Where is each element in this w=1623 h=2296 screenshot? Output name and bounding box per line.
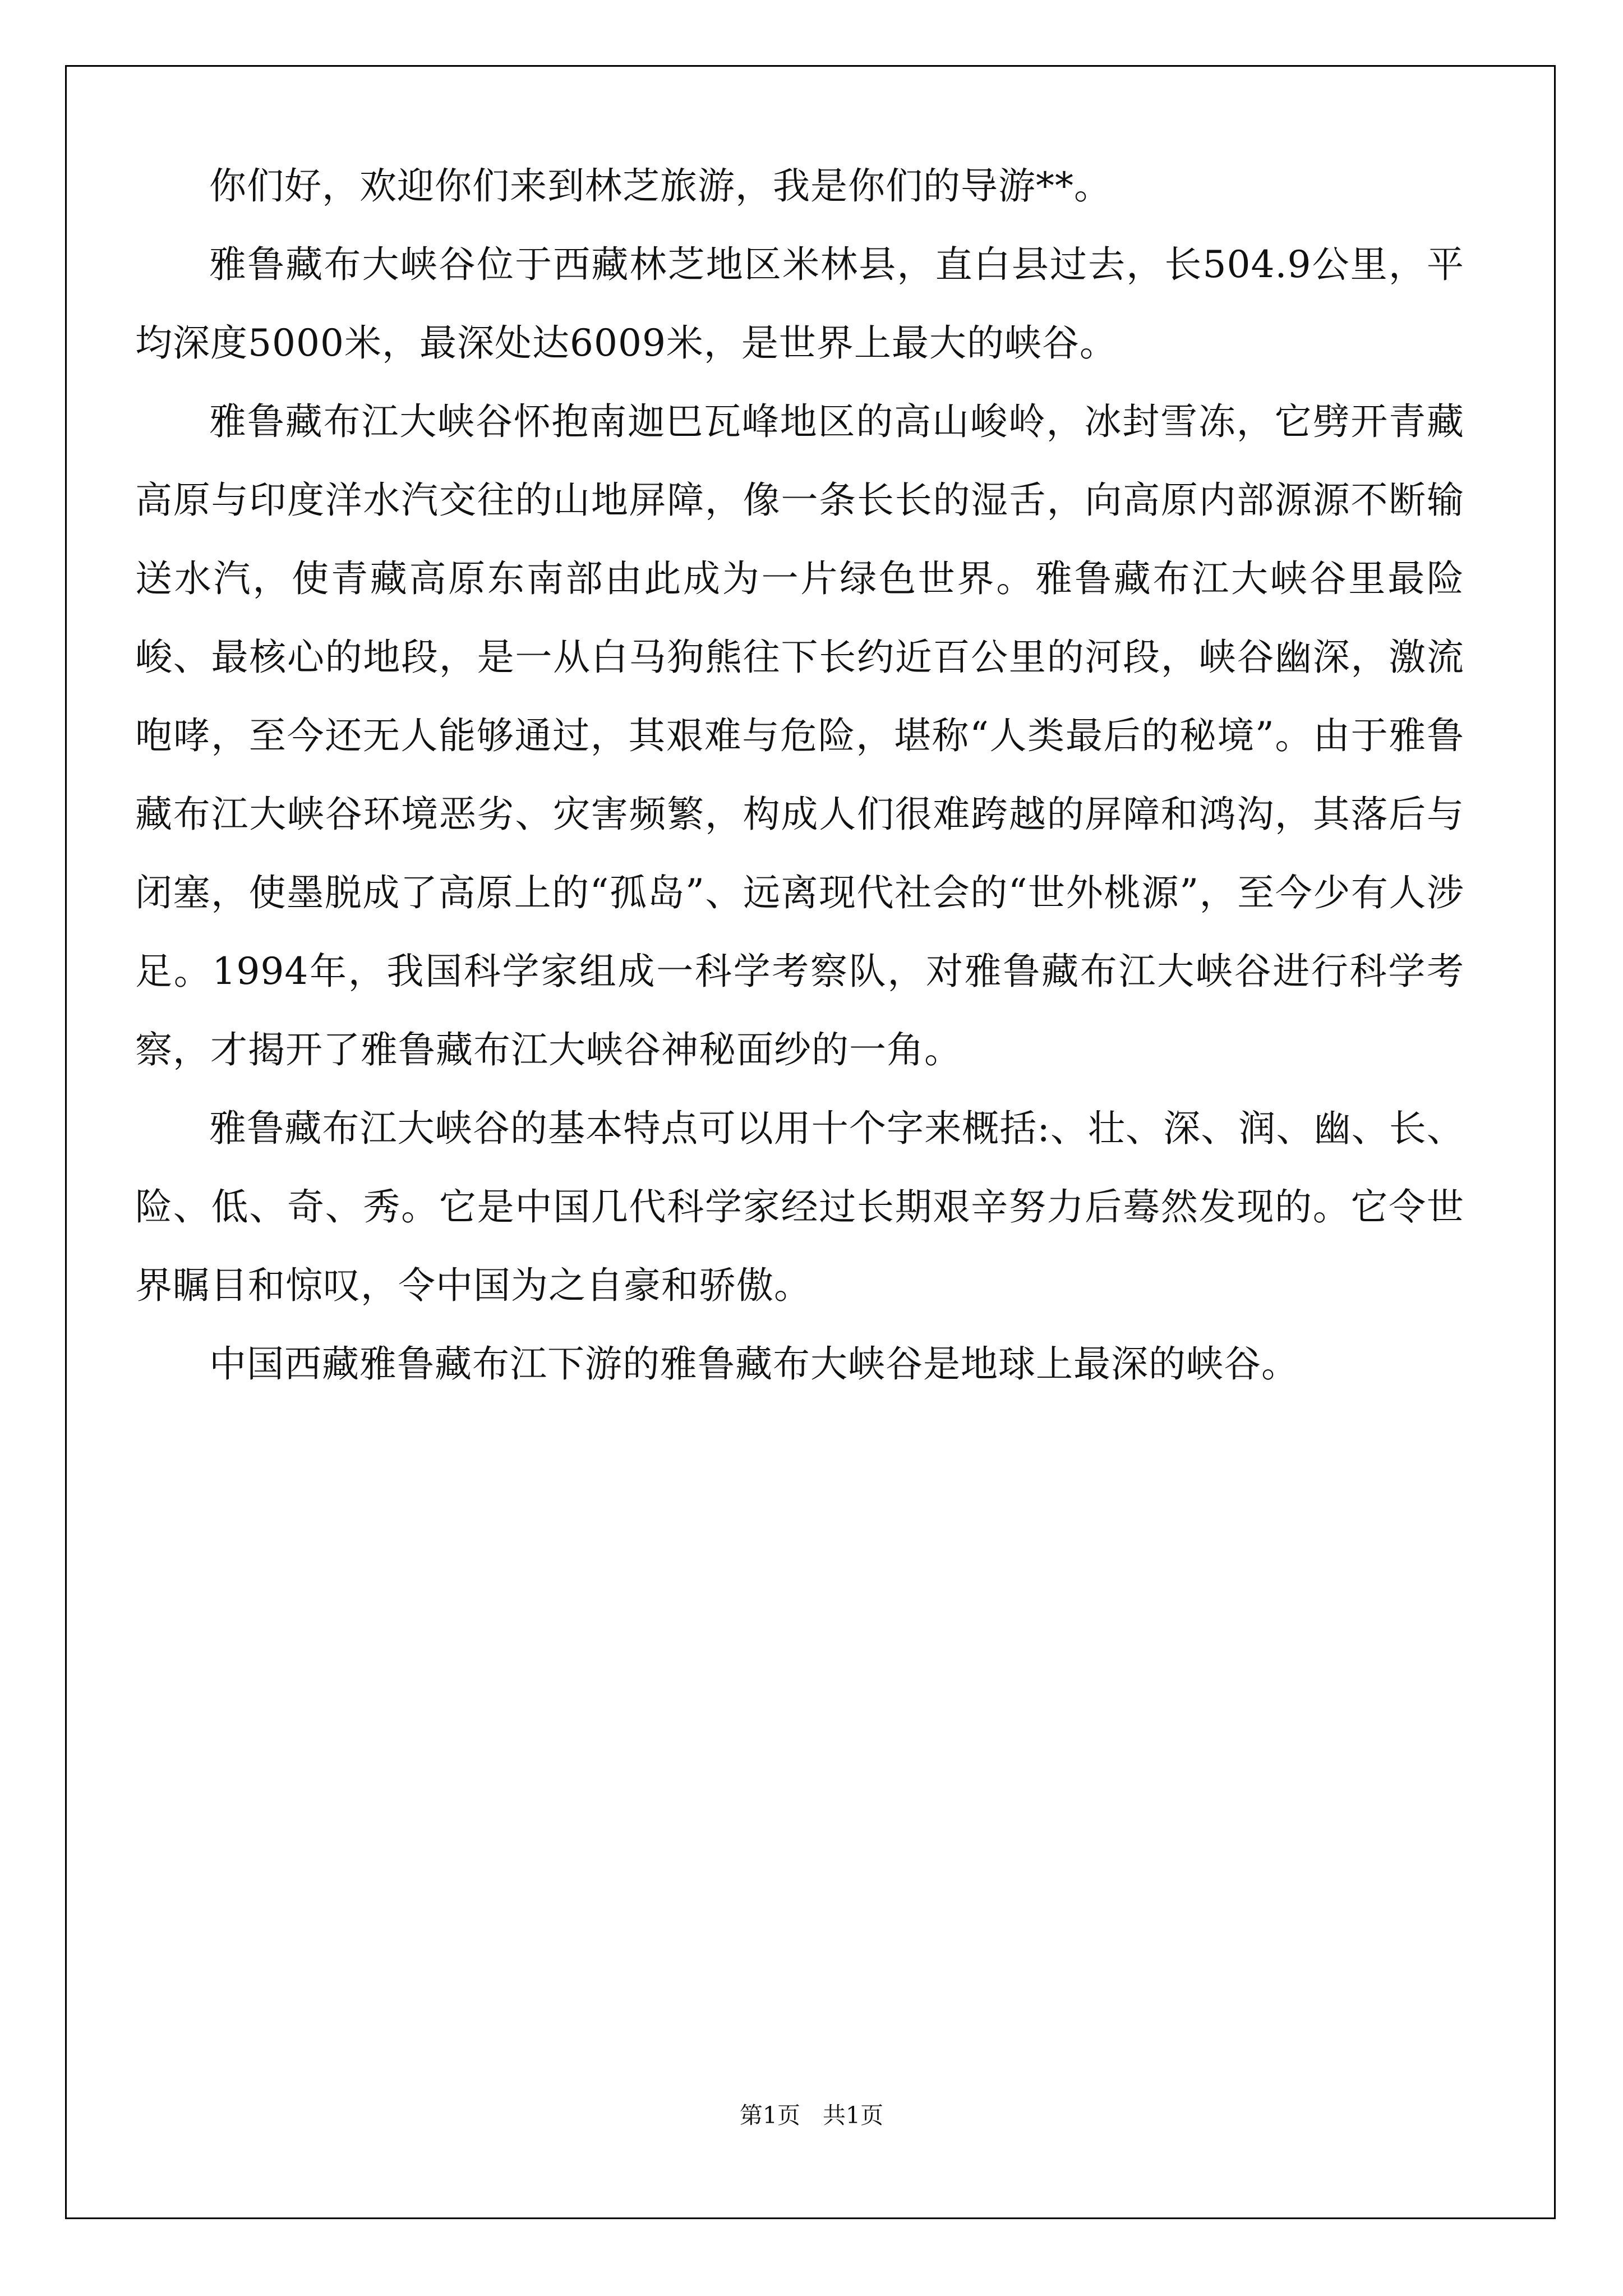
page-footer (0, 2097, 1623, 2130)
paragraph-canyon-location: 雅鲁藏布大峡谷位于西藏林芝地区米林县，直白县过去，长504.9公里，平均深度5000米，最深处达6009米，是世界上最大的峡谷。 (135, 243, 1464, 365)
paragraph-canyon-features: 雅鲁藏布江大峡谷的基本特点可以用十个字来概括:、壮、深、润、幽、长、险、低、奇、秀。它是中国几代科学家经过长期艰辛努力后蓦然发现的。它令世界瞩目和惊叹，令中国为之自豪和骄傲。 (135, 1107, 1464, 1307)
paragraph-deepest-canyon: 中国西藏雅鲁藏布江下游的雅鲁藏布大峡谷是地球上最深的峡谷。 (209, 1342, 1299, 1386)
paragraph-greeting: 你们好，欢迎你们来到林芝旅游，我是你们的导游**。 (209, 164, 1112, 208)
page-number: 第1页 (739, 2102, 800, 2129)
paragraph-canyon-description: 雅鲁藏布江大峡谷怀抱南迦巴瓦峰地区的高山峻岭，冰封雪冻，它劈开青藏高原与印度洋水汽交往的山地屏障，像一条长长的湿舌，向高原内部源源不断输送水汽，使青藏高原东南部由此成为一片绿色世界。雅鲁藏布江大峡谷里最险峻、最核心的地段，是一从白马狗熊往下长约近百公里的河段，峡谷幽深，激流咆哮，至今还无人能够通过，其艰难与危险，堪称“人类最后的秘境”。由于雅鲁藏布江大峡谷环境恶劣、灾害频繁，构成人们很难跨越的屏障和鸿沟，其落后与闭塞，使墨脱成了高原上的“孤岛”、远离现代社会的“世外桃源”，至今少有人涉足。1994年，我国科学家组成一科学考察队，对雅鲁藏布江大峡谷进行科学考察，才揭开了雅鲁藏布江大峡谷神秘面纱的一角。 (135, 400, 1464, 1071)
document-body (135, 147, 1464, 1404)
page-total: 共1页 (823, 2102, 884, 2129)
